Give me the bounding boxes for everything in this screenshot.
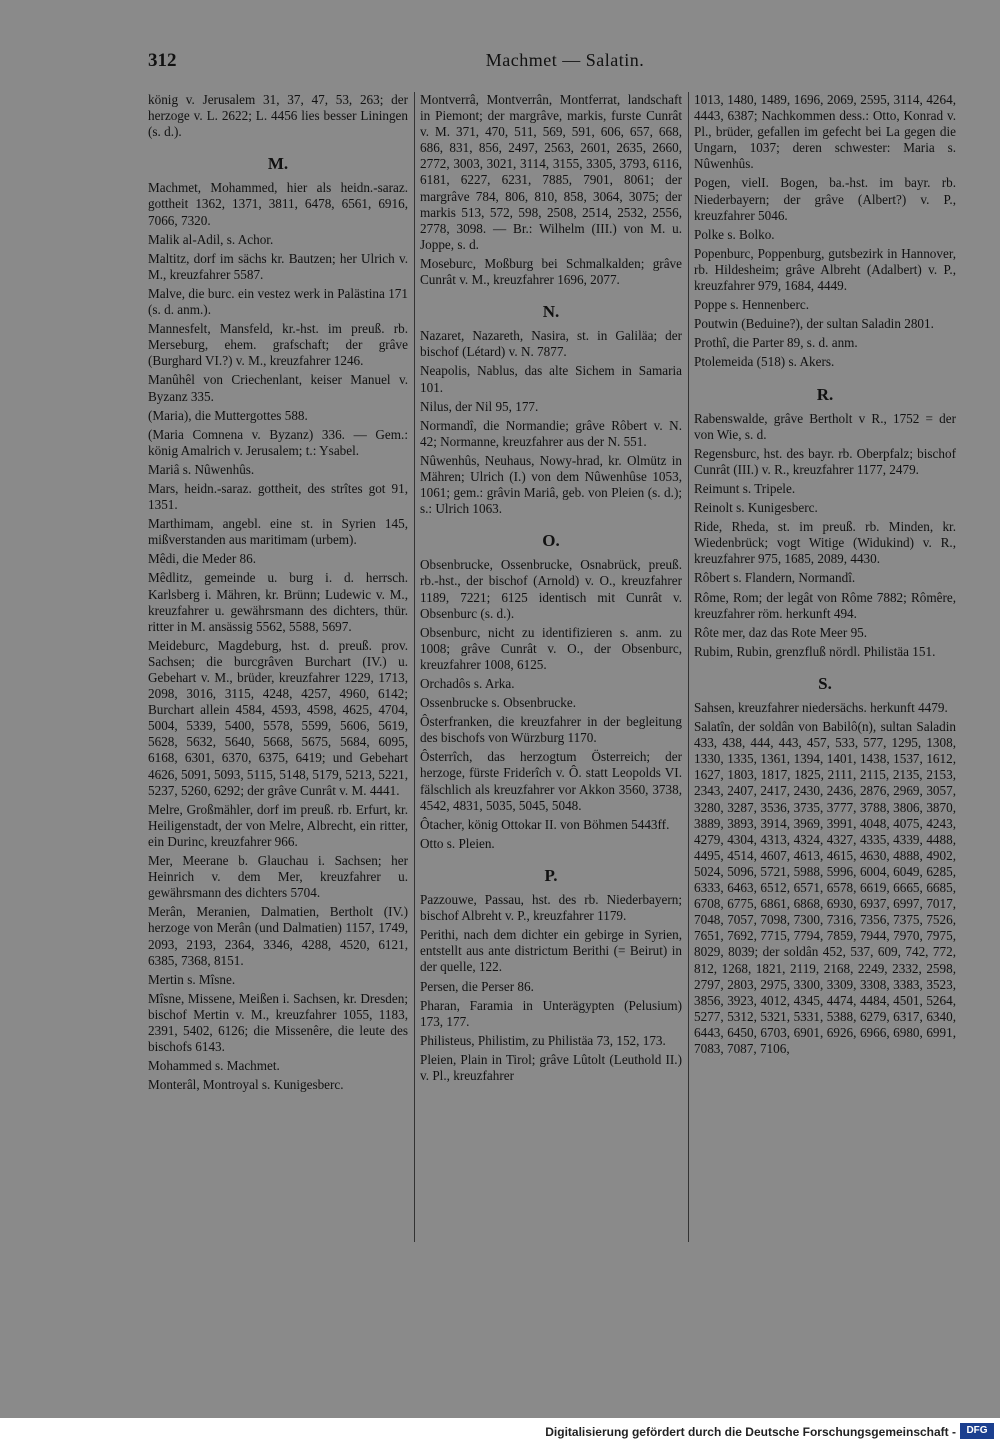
index-entry: Mertin s. Mîsne. (148, 971, 236, 987)
index-entry: Persen, die Perser 86. (420, 978, 534, 994)
index-entry: Moseburc, Moßburg bei Schmalkalden; grâve Cunrât v. M., kreuzfahrer 1696, 2077. (420, 255, 682, 288)
index-entry: Mîsne, Missene, Meißen i. Sachsen, kr. Dresden; bischof Mertin v. M., kreuzfahrer 1055, 1183, 2391, 5402, 6126; die Missenêre, die leute des bischofs 6143. (148, 990, 408, 1055)
index-entry: Mer, Meerane b. Glauchau i. Sachsen; her Heinrich v. dem Mer, kreuzfahrer u. gewährsmann des dichters 5704. (148, 853, 408, 901)
index-entry: Rôte mer, daz das Rote Meer 95. (694, 624, 868, 640)
index-entry: (Maria Comnena v. Byzanz) 336. — Gem.: könig Amalrich v. Jerusalem; t.: Ysabel. (148, 426, 408, 458)
index-entry: Ôsterrîch, das herzogtum Österreich; der herzoge, fürste Friderîch v. Ô. statt Leopolds VI. fälschlich als kreuzfahrer vor Akkon 3560, 3738, 4542, 4831, 5035, 5045, 5048. (420, 749, 682, 813)
index-entry: Monterâl, Montroyal s. Kunigesberc. (148, 1077, 344, 1093)
index-entry: Rubim, Rubin, grenzfluß nördl. Philistäa 151. (694, 643, 936, 659)
index-entry: Obsenbrucke, Ossenbrucke, Osnabrück, preuß. rb.-hst., der bischof (Arnold) v. O., kreuzfahrer 1189, 7221; 6125 identisch mit Cunrât v. Obsenburc (s. d.). (420, 557, 682, 621)
index-entry: Mêdlitz, gemeinde u. burg i. d. herrsch. Karlsberg i. Mähren, kr. Brünn; Ludewic v. M., kreuzfahrer u. gewährsmann des dichters, thür. ritter in M. ansässig 5562, 5588, 5697. (148, 570, 408, 634)
index-entry: Ôtacher, könig Ottokar II. von Böhmen 5443ff. (420, 816, 670, 832)
index-entry: Regensburc, hst. des bayr. rb. Oberpfalz; bischof Cunrât (III.) v. R., kreuzfahrer 1177, 2479. (694, 445, 956, 477)
index-entry: Ride, Rheda, st. im preuß. rb. Minden, kr. Wiedenbrück; vogt Witige (Widukind) v. R., kreuzfahrer 975, 1685, 2089, 4430. (694, 519, 956, 567)
index-entry: 1013, 1480, 1489, 1696, 2069, 2595, 3114, 4264, 4443, 6387; Nachkommen dess.: Otto, Konrad v. Pl., brüder, gefallen im gefecht bei La gegen die Ungarn, 1037; deren schwester: Maria s. Nûwenhûs. (694, 92, 956, 172)
index-entry: Ôsterfranken, die kreuzfahrer in der begleitung des bischofs von Würzburg 1170. (420, 714, 682, 746)
index-entry: Mars, heidn.-saraz. gottheit, des strîtes got 91, 1351. (148, 480, 408, 513)
index-entry: Mannesfelt, Mansfeld, kr.-hst. im preuß. rb. Merseburg, ehem. grafschaft; der grâve (Burghard VI.?) v. M., kreuzfahrer 1246. (148, 321, 408, 369)
section-letter: P. (544, 865, 558, 885)
column-rule-2 (688, 92, 689, 1242)
index-entry: Reimunt s. Tripele. (694, 480, 796, 496)
index-entry: Meideburc, Magdeburg, hst. d. preuß. prov. Sachsen; die burcgrâven Burchart (IV.) u. Gebehart v. M., brüder, kreuzfahrer 1229, 1713, 2098, 3016, 3115, 4248, 4257, 4960, 6142; Burchart allein 4584, 4593, 4598, 4625, 4704, 5004, 5339, 5400, 5578, 5599, 5606, 5619, 5628, 5632, 5640, 5668, 5675, 5684, 6095, 6168, 6301, 6370, 6375, 6419; und Gebehart 4626, 5091, 5093, 5115, 5148, 5179, 5213, 5221, 5237, 5260, 6292; der grâve Cunrât v. M. 4441. (148, 637, 408, 798)
index-entry: Obsenburc, nicht zu identifizieren s. anm. zu 1008; grâve Cunrât v. O., der Obsenburc, kreuzfahrer 1008, 6125. (420, 624, 682, 672)
footer-credit: Digitalisierung gefördert durch die Deutsche Forschungsgemeinschaft - (545, 1425, 956, 1439)
index-entry: Melre, Großmähler, dorf im preuß. rb. Erfurt, kr. Heiligenstadt, der von Melre, Albrecht, ein ritter, ein Durinc, kreuzfahrer 966. (148, 801, 408, 849)
section-letter: R. (816, 384, 834, 404)
index-entry: Mohammed s. Machmet. (148, 1058, 280, 1074)
section-letter: S. (818, 673, 832, 693)
column-rule-1 (414, 92, 415, 1242)
index-entry: Rôbert s. Flandern, Normandî. (694, 570, 856, 586)
index-entry: Popenburc, Poppenburg, gutsbezirk in Hannover, rb. Hildesheim; grâve Albreht (Adalbert) v. P., kreuzfahrer 979, 1684, 4449. (694, 245, 956, 294)
dfg-logo: DFG (960, 1423, 994, 1439)
index-entry: Pharan, Faramia in Unterägypten (Pelusium) 173, 177. (420, 997, 682, 1029)
index-entry: Polke s. Bolko. (694, 226, 775, 242)
index-entry: Pazzouwe, Passau, hst. des rb. Niederbayern; bischof Albreht v. P., kreuzfahrer 1179. (420, 892, 682, 924)
index-entry: Neapolis, Nablus, das alte Sichem in Samaria 101. (420, 363, 682, 395)
index-entry: Mariâ s. Nûwenhûs. (148, 461, 255, 477)
index-entry: Machmet, Mohammed, hier als heidn.-saraz. gottheit 1362, 1371, 3811, 6478, 6561, 6916, 7066, 7320. (148, 180, 408, 228)
index-entry: Sahsen, kreuzfahrer niedersächs. herkunft 4479. (694, 700, 948, 715)
index-entry: Merân, Meranien, Dalmatien, Bertholt (IV.) herzoge von Merân (und Dalmatien) 1157, 1749, 2093, 2193, 2364, 3346, 4288, 4520, 6121, 6385, 7368, 8151. (148, 904, 408, 968)
index-entry: Nazaret, Nazareth, Nasira, st. in Galiläa; der bischof (Létard) v. N. 7877. (420, 328, 682, 360)
index-entry: Mêdi, die Meder 86. (148, 551, 257, 567)
index-entry: könig v. Jerusalem 31, 37, 47, 53, 263; der herzoge v. L. 2622; L. 4456 lies besser Liningen (s. d.). (148, 92, 408, 140)
index-entry: Malve, die burc. ein vestez werk in Palästina 171 (s. d. anm.). (148, 285, 408, 318)
index-entry: Rabenswalde, grâve Bertholt v R., 1752 = der von Wie, s. d. (694, 410, 956, 442)
index-entry: Normandî, die Normandie; grâve Rôbert v. N. 42; Normanne, kreuzfahrer aus der N. 551. (420, 417, 682, 449)
index-entry: Pogen, vielI. Bogen, ba.-hst. im bayr. rb. Niederbayern; der grâve (Albert?) v. P., kreuzfahrer 5046. (694, 175, 956, 223)
index-entry: Prothî, die Parter 89, s. d. anm. (694, 335, 858, 351)
section-letter: O. (542, 531, 560, 551)
column-2 (420, 92, 682, 1087)
index-entry: Pleien, Plain in Tirol; grâve Lûtolt (Leuthold II.) v. Pl., kreuzfahrer (420, 1051, 682, 1083)
index-entry: Poutwin (Beduine?), der sultan Saladin 2801. (694, 316, 934, 332)
index-entry: Marthimam, angebl. eine st. in Syrien 145, mißverstanden aus maritimam (urbem). (148, 516, 408, 548)
section-letter: M. (267, 154, 289, 174)
index-entry: Orchadôs s. Arka. (420, 676, 515, 691)
index-entry: Poppe s. Hennenberc. (694, 297, 809, 313)
index-entry: Montverrâ, Montverrân, Montferrat, landschaft in Piemont; der margrâve, markis, furste Cunrât v. M. 371, 470, 511, 569, 591, 606, 657, 668, 686, 831, 856, 2497, 2563, 2601, 2635, 2660, 2772, 3003, 3021, 3114, 3155, 3305, 3793, 6116, 6181, 6227, 6231, 7885, 7901, 8061; der margrâve 784, 806, 810, 858, 3064, 3075; der markis 513, 572, 598, 2508, 2514, 2532, 2556, 2778, 3098. — Br.: Wilhelm (III.) von M. u. Joppe, s. d. (420, 92, 682, 252)
index-entry: Reinolt s. Kunigesberc. (694, 500, 818, 516)
page-number: 312 (148, 50, 177, 71)
index-entry: Philisteus, Philistim, zu Philistäa 73, 152, 173. (420, 1032, 666, 1048)
index-entry: Nilus, der Nil 95, 177. (420, 398, 539, 414)
index-entry: Ossenbrucke s. Obsenbrucke. (420, 695, 577, 711)
index-entry: Salatîn, der soldân von Babilô(n), sultan Saladin 433, 438, 444, 443, 457, 533, 577, 1295, 1308, 1330, 1335, 1361, 1394, 1401, 1438, 1537, 1612, 1627, 1803, 1817, 1825, 2111, 2115, 2135, 2153, 2343, 2407, 2417, 2430, 2436, 2876, 2969, 3057, 3280, 3287, 3536, 3735, 3777, 3788, 3806, 3870, 3889, 3893, 3914, 3969, 3991, 4048, 4075, 4243, 4279, 4304, 4313, 4324, 4327, 4335, 4339, 4488, 4495, 4514, 4607, 4613, 4615, 4630, 4888, 4902, 5024, 5096, 5721, 5988, 5996, 6004, 6049, 6285, 6333, 6463, 6512, 6571, 6578, 6619, 6665, 6685, 6708, 6775, 6861, 6868, 6930, 6937, 6997, 7017, 7048, 7057, 7098, 7300, 7316, 7356, 7375, 7526, 7651, 7692, 7715, 7794, 7859, 7944, 7970, 7975, 8029, 8039; der soldân 452, 537, 609, 742, 772, 812, 1268, 1821, 2119, 2168, 2249, 2332, 2598, 2797, 2803, 2975, 3300, 3309, 3308, 3383, 3523, 3856, 3923, 4012, 4345, 4474, 4484, 4501, 5264, 5277, 5312, 5321, 5331, 5388, 6279, 6317, 6340, 6443, 6450, 6703, 6901, 6926, 6966, 6980, 6991, 7083, 7087, 7106, (694, 719, 956, 1056)
index-entry: (Maria), die Muttergottes 588. (148, 407, 308, 423)
index-entry: Malik al-Adil, s. Achor. (148, 231, 274, 247)
column-1 (148, 92, 408, 1096)
section-letter: N. (542, 302, 560, 322)
index-entry: Otto s. Pleien. (420, 835, 495, 851)
running-head: Machmet — Salatin. (485, 50, 645, 70)
footer-bar (0, 1418, 1000, 1444)
index-entry: Nûwenhûs, Neuhaus, Nowy-hrad, kr. Olmütz in Mähren; Ulrich (I.) von dem Nûwenhûse 1053, 1061; gem.: grâvin Mariâ, geb. von Pleien (s. d.); s.: Ulrich 1063. (420, 452, 682, 517)
index-entry: Rôme, Rom; der legât von Rôme 7882; Rômêre, kreuzfahrer röm. herkunft 494. (694, 589, 956, 621)
index-entry: Perithi, nach dem dichter ein gebirge in Syrien, entstellt aus ante districtum Berithi (= Beirut) in der quelle, 122. (420, 927, 682, 975)
index-entry: Maltitz, dorf im sächs kr. Bautzen; her Ulrich v. M., kreuzfahrer 5587. (148, 250, 408, 282)
column-3 (694, 92, 956, 1060)
index-entry: Ptolemeida (518) s. Akers. (694, 354, 835, 370)
index-entry: Manûhêl von Criechenlant, keiser Manuel v. Byzanz 335. (148, 372, 408, 404)
